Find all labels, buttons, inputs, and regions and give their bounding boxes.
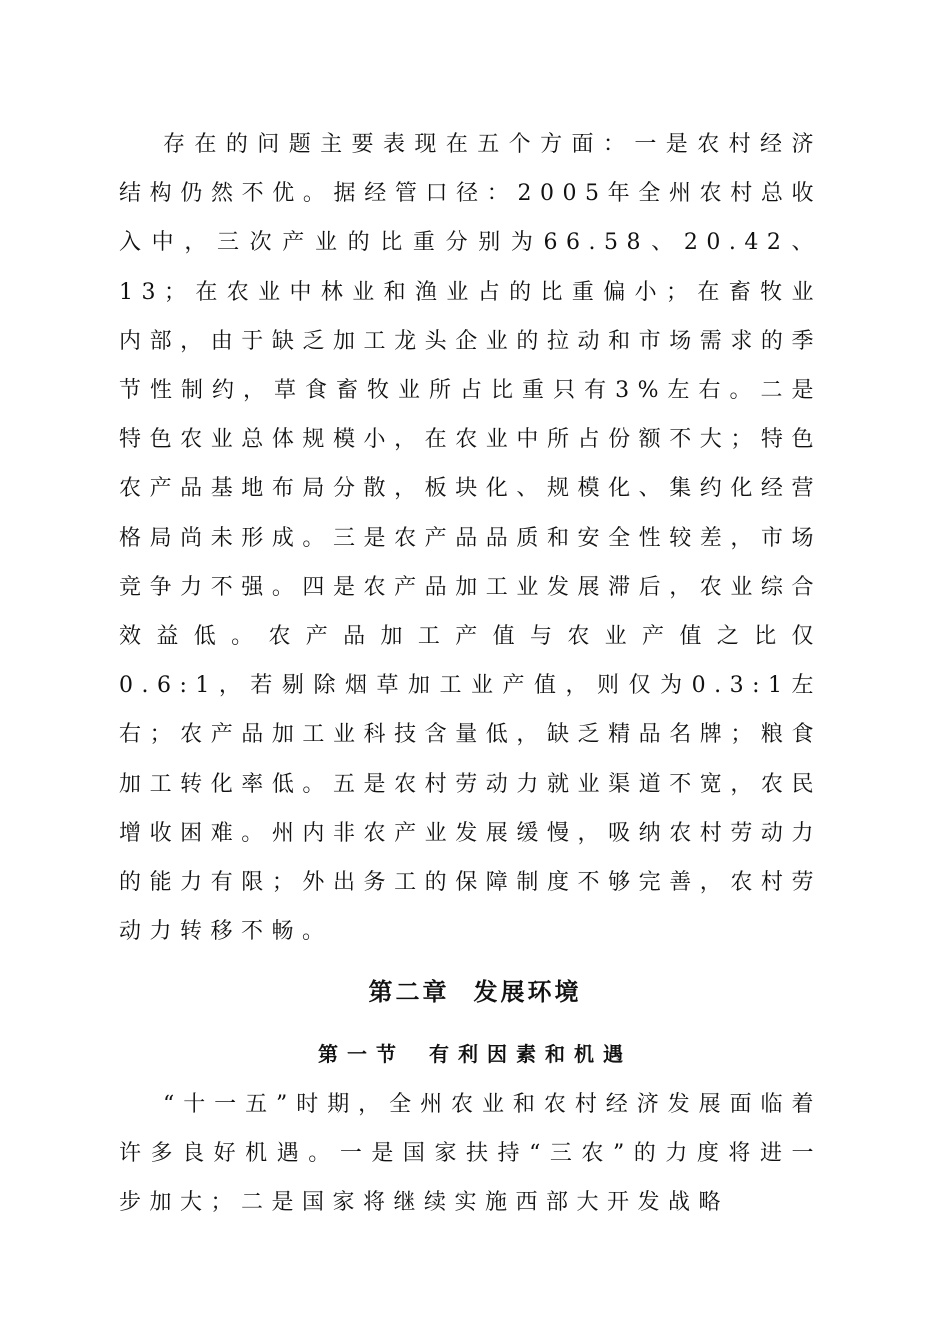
- body-paragraph-problems: 存在的问题主要表现在五个方面：一是农村经济结构仍然不优。据经管口径：2005年全州农村总收入中，三次产业的比重分别为66.58、20.42、13；在农业中林业和渔业占的比重偏小；在畜牧业内部，由于缺乏加工龙头企业的拉动和市场需求的季节性制约，草食畜牧业所占比重只有3%左右。二是特色农业总体规模小，在农业中所占份额不大；特色农产品基地布局分散，板块化、规模化、集约化经营格局尚未形成。三是农产品品质和安全性较差，市场竞争力不强。四是农产品加工业发展滞后，农业综合效益低。农产品加工产值与农业产值之比仅0.6:1，若剔除烟草加工业产值，则仅为0.3:1左右；农产品加工业科技含量低，缺乏精品名牌；粮食加工转化率低。五是农村劳动力就业渠道不宽，农民增收困难。州内非农产业发展缓慢，吸纳农村劳动力的能力有限；外出务工的保障制度不够完善，农村劳动力转移不畅。: [119, 132, 822, 945]
- section-number: 第一节: [318, 1042, 405, 1066]
- body-paragraph-opportunities: “十一五”时期，全州农业和农村经济发展面临着许多良好机遇。一是国家扶持“三农”的力度将进一步加大；二是国家将继续实施西部大开发战略: [119, 1092, 822, 1216]
- chapter-heading: [0, 972, 950, 1007]
- section-heading: [0, 1038, 950, 1067]
- chapter-title: 发展环境: [473, 978, 582, 1006]
- section-title: 有利因素和机遇: [429, 1042, 632, 1066]
- chapter-number: 第二章: [368, 978, 450, 1006]
